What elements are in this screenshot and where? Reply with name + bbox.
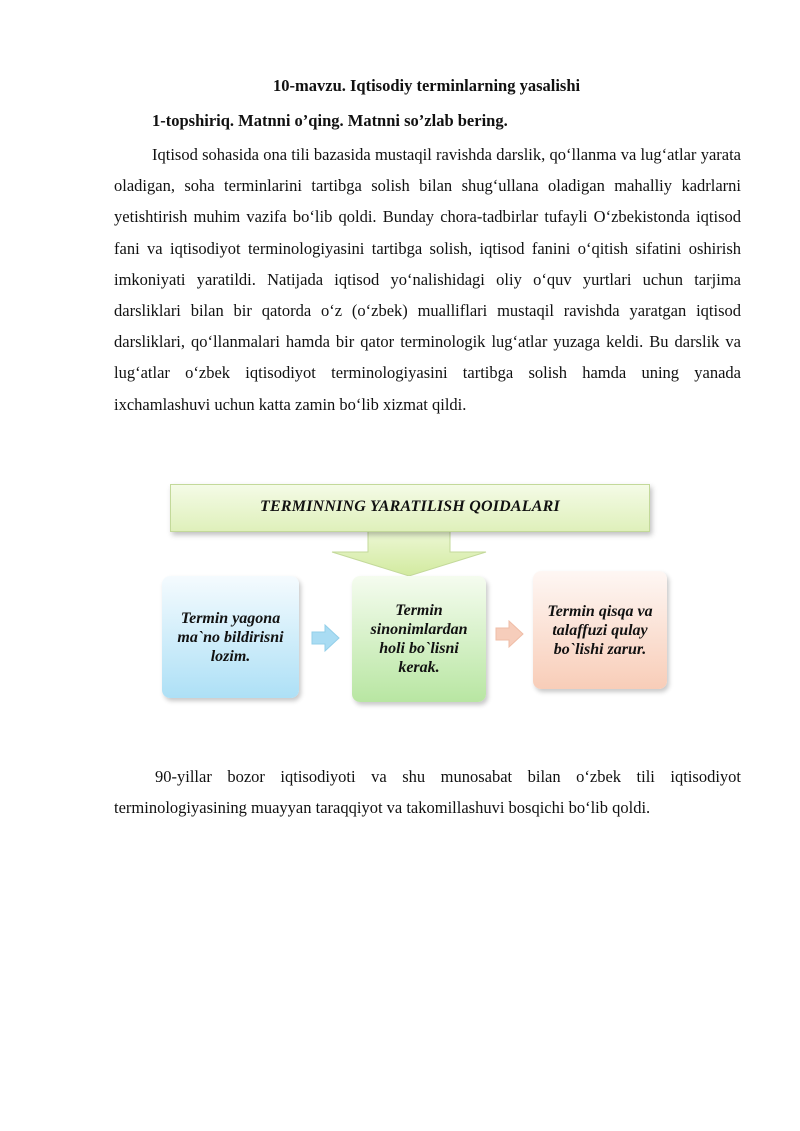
rule-text-2: Termin sinonimlardan holi bo`lisni kerak.	[370, 602, 468, 676]
rule-text-3: Termin qisqa va talaffuzi qulay bo`lishi zarur.	[547, 602, 653, 658]
rules-diagram	[150, 478, 670, 708]
task-heading: 1-topshiriq. Matnni o’qing. Matnni so’zlab bering.	[152, 111, 508, 130]
rule-text-1: Termin yagona ma`no bildirisni lozim.	[177, 609, 284, 665]
right-arrow-icon	[495, 620, 525, 650]
rule-box-2	[352, 576, 486, 702]
body-paragraph-1: Iqtisod sohasida ona tili bazasida mustaqil ravishda darslik, qo‘llanma va lug‘atlar yarata oladigan, soha terminlarini tartibga solish bilan shug‘ullana oladigan mahalliy kadrlarni yetishtirish muhim vazifa bo‘lib qoldi. Bunday chora-tadbirlar tufayli O‘zbekistonda iqtisod fani va iqtisodiyot terminologiyasini tartibga solish, iqtisod fanini o‘qitish sifatini oshirish imkoniyati yaratildi. Natijada iqtisod yo‘nalishidagi oliy o‘quv yurtlari uchun tarjima darsliklari bilan bir qatorda o‘z (o‘zbek) mualliflari mustaqil ravishda yaratgan iqtisod darsliklari, qo‘llanmalari hamda bir qator terminologik lug‘atlar yuzaga keldi. Bu darslik va lug‘atlar o‘zbek iqtisodiyot terminologiyasini tartibga solish hamda uning yanada ixchamlashuvi uchun katta zamin bo‘lib xizmat qildi.	[114, 145, 741, 414]
rules-heading: TERMINNING YARATILISH QOIDALARI	[260, 498, 560, 515]
rule-box-1	[162, 576, 299, 698]
rules-banner	[170, 484, 650, 532]
body-paragraph-2: 90-yillar bozor iqtisodiyoti va shu munosabat bilan o‘zbek tili iqtisodiyot terminologiyasining muayyan taraqqiyot va takomillashuvi bosqichi bo‘lib qoldi.	[114, 767, 741, 818]
right-arrow-icon	[311, 624, 341, 654]
rule-box-3	[533, 571, 667, 689]
document-title: 10-mavzu. Iqtisodiy terminlarning yasalishi	[273, 76, 581, 95]
